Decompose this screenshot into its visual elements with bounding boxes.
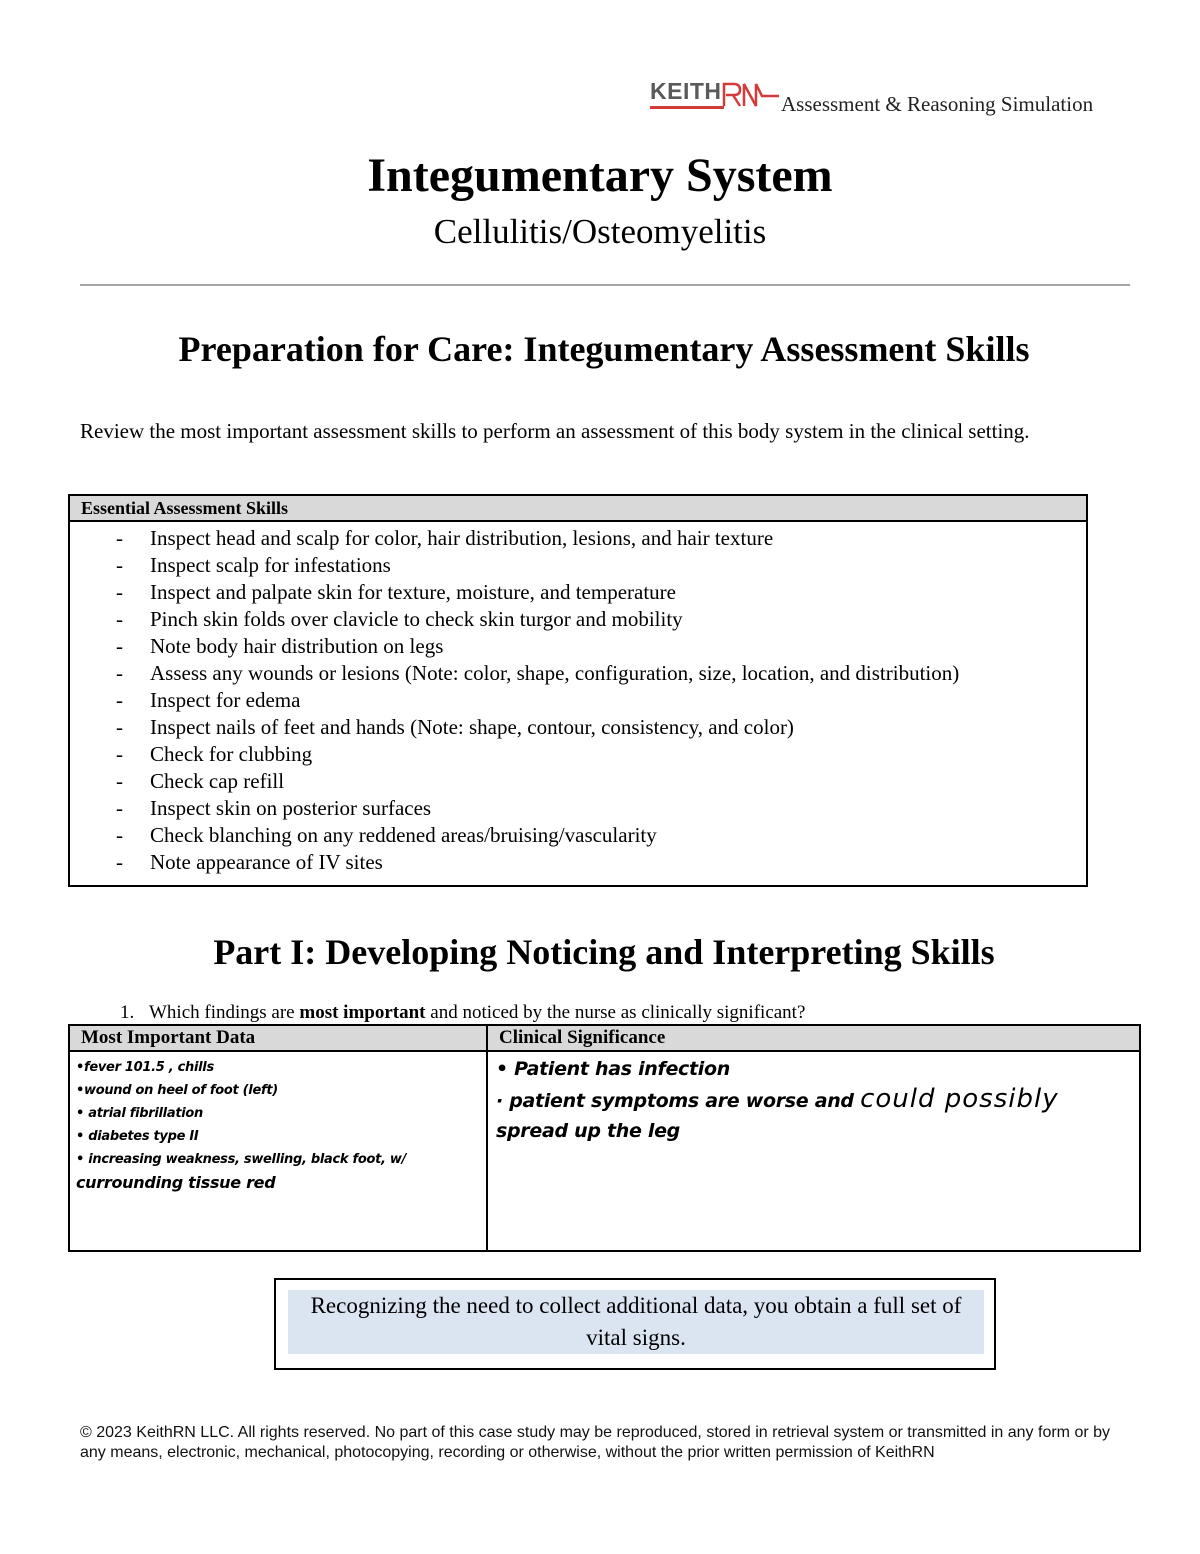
skills-table-header: Essential Assessment Skills — [70, 496, 1086, 522]
handwritten-line: • atrial fibrillation — [76, 1106, 203, 1121]
page-title: Integumentary System — [367, 149, 833, 202]
list-item: - Inspect nails of feet and hands (Note: shape, contour, consistency, and color) — [116, 715, 794, 739]
handwritten-line: currounding tissue red — [76, 1173, 276, 1192]
question-1 — [120, 1002, 805, 1024]
header-divider — [80, 284, 1130, 286]
callout-box — [274, 1278, 996, 1370]
logo-underline — [650, 106, 724, 109]
list-item: - Inspect head and scalp for color, hair distribution, lesions, and hair texture — [116, 526, 774, 550]
handwritten-line: • diabetes type II — [76, 1129, 199, 1144]
handwritten-data-answer[interactable] — [76, 1056, 476, 1194]
logo-tagline: Assessment & Reasoning Simulation — [781, 92, 1094, 116]
handwritten-significance-answer[interactable] — [496, 1054, 1126, 1146]
page-subtitle: Cellulitis/Osteomyelitis — [433, 212, 767, 251]
handwritten-line-large: could possibly — [860, 1084, 1059, 1114]
question-text-start: Which findings are — [149, 1002, 300, 1023]
copyright-footer: © 2023 KeithRN LLC. All rights reserved. No part of this case study may be reproduced, stored in retrieval system or transmitted in any form or by any means, electronic, mechanical, photocopying, recording or otherwise, without the prior written permission of KeithRN — [80, 1424, 1111, 1461]
handwritten-line-row — [496, 1084, 1126, 1116]
list-item: - Assess any wounds or lesions (Note: color, shape, configuration, size, location, and distribution) — [116, 661, 960, 685]
most-important-data-column — [70, 1026, 488, 1250]
findings-table — [68, 1024, 1141, 1252]
keithrn-logo — [650, 78, 1130, 114]
skills-list — [70, 522, 1086, 876]
essential-skills-table — [68, 494, 1088, 887]
list-item: - Note appearance of IV sites — [116, 850, 383, 874]
handwritten-line: • Patient has infection — [496, 1058, 730, 1080]
section-heading-preparation: Preparation for Care: Integumentary Assessment Skills — [178, 329, 1030, 369]
list-item: - Inspect scalp for infestations — [116, 553, 391, 577]
question-text-end: and noticed by the nurse as clinically significant? — [425, 1002, 806, 1023]
list-item: - Pinch skin folds over clavicle to check skin turgor and mobility — [116, 607, 683, 631]
question-number: 1. — [120, 1002, 135, 1023]
handwritten-line: • increasing weakness, swelling, black foot, w/ — [76, 1152, 407, 1167]
col-header-data: Most Important Data — [70, 1026, 486, 1052]
handwritten-line: •wound on heel of foot (left) — [76, 1083, 278, 1098]
handwritten-line: spread up the leg — [496, 1120, 680, 1142]
list-item: - Inspect skin on posterior surfaces — [116, 796, 432, 820]
list-item: - Inspect and palpate skin for texture, moisture, and temperature — [116, 580, 676, 604]
list-item: - Inspect for edema — [116, 688, 301, 712]
list-item: - Note body hair distribution on legs — [116, 634, 444, 658]
clinical-significance-column — [488, 1026, 1139, 1250]
section-heading-part-one: Part I: Developing Noticing and Interpreting Skills — [213, 932, 995, 972]
col-header-significance: Clinical Significance — [488, 1026, 1139, 1052]
list-item: - Check cap refill — [116, 769, 285, 793]
handwritten-line: •fever 101.5 , chills — [76, 1060, 214, 1075]
logo-keith-text: KEITH — [650, 78, 722, 104]
list-item: - Check for clubbing — [116, 742, 313, 766]
logo-rn-mark — [722, 80, 780, 110]
handwritten-line: · patient symptoms are worse and — [496, 1090, 854, 1112]
section-intro: Review the most important assessment skills to perform an assessment of this body system in the clinical setting. — [80, 419, 1030, 443]
callout-text: Recognizing the need to collect additional data, you obtain a full set of vital signs. — [288, 1290, 984, 1354]
list-item: - Check blanching on any reddened areas/bruising/vascularity — [116, 823, 657, 847]
question-emphasis: most important — [299, 1002, 426, 1023]
